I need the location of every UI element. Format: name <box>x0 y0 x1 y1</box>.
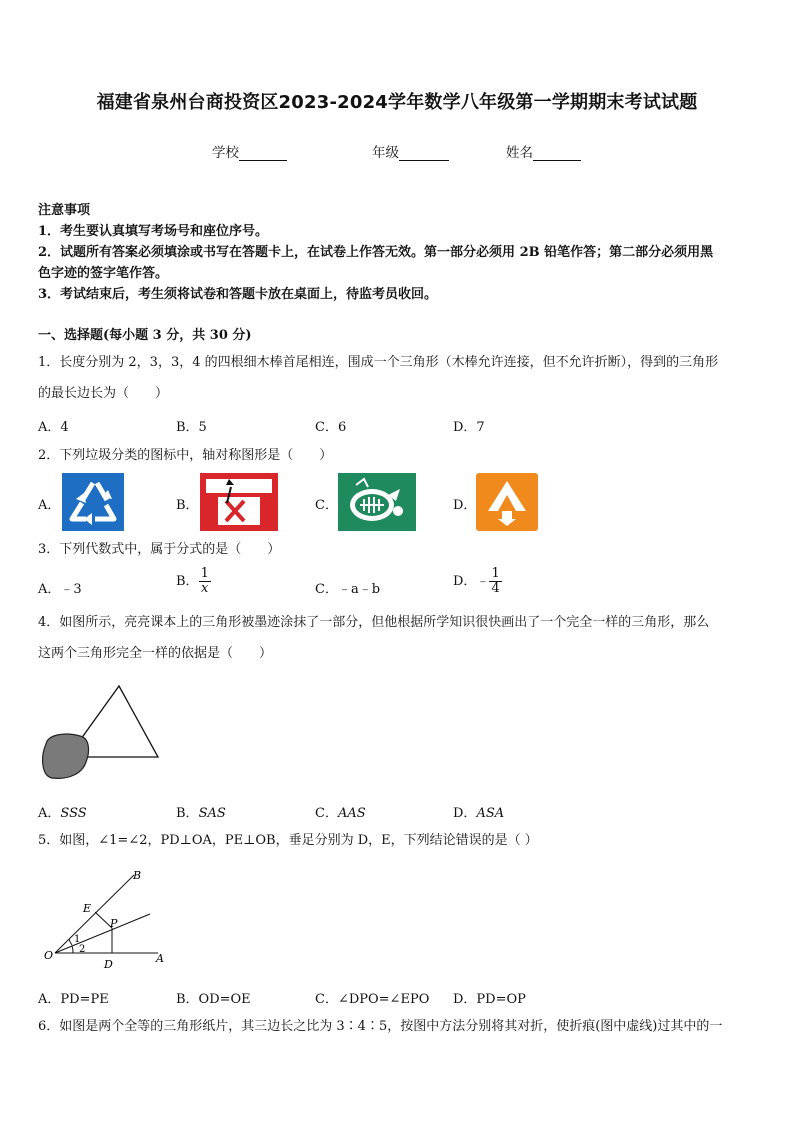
fraction-1-over-x <box>199 567 211 596</box>
q4-option-b[interactable] <box>176 802 226 821</box>
q1-option-c[interactable]: C．6 <box>315 420 347 435</box>
q5-option-d[interactable]: D．PD=OP <box>453 992 526 1007</box>
q4-option-a-text: SSS <box>60 806 87 821</box>
q2-option-d-label[interactable]: D． <box>453 498 477 513</box>
q4-option-d[interactable] <box>453 802 504 821</box>
angle-bisector-figure <box>38 866 173 970</box>
q2-option-b-label[interactable]: B． <box>176 498 199 513</box>
grade-blank[interactable] <box>399 146 449 161</box>
school-blank[interactable] <box>239 146 287 161</box>
school-field <box>212 141 287 161</box>
section-heading: 一、选择题(每小题 3 分，共 30 分) <box>38 328 252 343</box>
q4-option-c-text: AAS <box>337 806 366 821</box>
q4-option-b-text: SAS <box>198 806 226 821</box>
fraction-denominator: x <box>201 581 209 596</box>
q1-option-d[interactable]: D．7 <box>453 420 485 435</box>
school-label: 学校 <box>212 145 239 161</box>
q5-stem: 5．如图，∠1=∠2，PD⊥OA，PE⊥OB，垂足分别为 D，E，下列结论错误的是（ ） <box>38 833 538 848</box>
q2-option-a-label[interactable]: A． <box>38 498 61 513</box>
q4-option-d-text: ASA <box>476 806 505 821</box>
recycle-icon[interactable] <box>62 473 124 531</box>
q4-stem-line2: 这两个三角形完全一样的依据是（ ） <box>38 646 273 661</box>
q4-stem-line1: 4．如图所示，亮亮课本上的三角形被墨迹涂抹了一部分，但他根据所学知识很快画出了一个完全一样的三角形，那么 <box>38 615 710 630</box>
q4-option-d-prefix: D． <box>453 806 477 821</box>
fraction-numerator: 1 <box>491 566 500 581</box>
note-2-line2: 色字迹的签字笔作答。 <box>38 266 169 281</box>
q4-option-b-prefix: B． <box>176 806 199 821</box>
q3-option-d[interactable] <box>453 567 502 596</box>
ink-covered-triangle-figure <box>38 682 163 782</box>
q4-option-a-prefix: A． <box>38 806 61 821</box>
label-angle-1: 1 <box>74 934 81 945</box>
kitchen-waste-icon[interactable] <box>338 473 416 531</box>
fraction-1-over-4 <box>489 567 501 596</box>
q6-stem: 6．如图是两个全等的三角形纸片，其三边长之比为 3∶4∶5，按图中方法分别将其对折，使折痕(图中虚线)过其中的一 <box>38 1019 723 1034</box>
fraction-numerator: 1 <box>200 566 209 581</box>
q3-option-a[interactable]: A．﹣3 <box>38 582 82 597</box>
q5-option-c[interactable]: C．∠DPO=∠EPO <box>315 992 430 1007</box>
q3-option-d-prefix: D．﹣ <box>453 574 490 589</box>
q3-option-b-prefix: B． <box>176 574 199 589</box>
q3-stem: 3．下列代数式中，属于分式的是（ ） <box>38 542 281 557</box>
notes-heading: 注意事项 <box>38 203 91 218</box>
q2-option-c-label[interactable]: C． <box>315 498 338 513</box>
q1-option-a[interactable]: A．4 <box>38 420 69 435</box>
label-B: B <box>133 869 142 882</box>
other-waste-icon[interactable] <box>476 473 538 531</box>
q4-option-c[interactable] <box>315 802 366 821</box>
name-label: 姓名 <box>506 145 533 161</box>
q4-option-c-prefix: C． <box>315 806 338 821</box>
name-blank[interactable] <box>533 146 581 161</box>
exam-title: 福建省泉州台商投资区2023-2024学年数学八年级第一学期期末考试试题 <box>96 92 698 113</box>
q5-option-a[interactable]: A．PD=PE <box>38 992 109 1007</box>
name-field <box>506 141 581 161</box>
q4-option-a[interactable] <box>38 802 87 821</box>
q3-option-b[interactable] <box>176 567 211 596</box>
label-E: E <box>83 902 92 915</box>
q1-stem-line1: 1．长度分别为 2，3，3，4 的四根细木棒首尾相连，围成一个三角形（木棒允许连接，但不允许折断），得到的三角形 <box>38 355 719 370</box>
q1-stem-line2: 的最长边长为（ ） <box>38 386 169 401</box>
q2-stem: 2．下列垃圾分类的图标中，轴对称图形是（ ） <box>38 448 333 463</box>
note-1: 1．考生要认真填写考场号和座位序号。 <box>38 224 269 239</box>
q3-option-c[interactable]: C．﹣a﹣b <box>315 582 381 597</box>
note-2-line1: 2．试题所有答案必须填涂或书写在答题卡上，在试卷上作答无效。第一部分必须用 2B 铅笔作答；第二部分必须用黑 <box>38 245 714 260</box>
note-3: 3．考试结束后，考生须将试卷和答题卡放在桌面上，待监考员收回。 <box>38 287 438 302</box>
label-angle-2: 2 <box>79 944 86 955</box>
label-A: A <box>156 952 164 965</box>
grade-field <box>372 141 449 161</box>
label-O: O <box>44 949 54 962</box>
grade-label: 年级 <box>372 145 399 161</box>
fraction-denominator: 4 <box>491 581 500 596</box>
q1-option-b[interactable]: B．5 <box>176 420 207 435</box>
label-D: D <box>104 958 113 970</box>
q5-option-b[interactable]: B．OD=OE <box>176 992 251 1007</box>
hazardous-waste-icon[interactable] <box>200 473 278 531</box>
label-P: P <box>110 917 118 930</box>
